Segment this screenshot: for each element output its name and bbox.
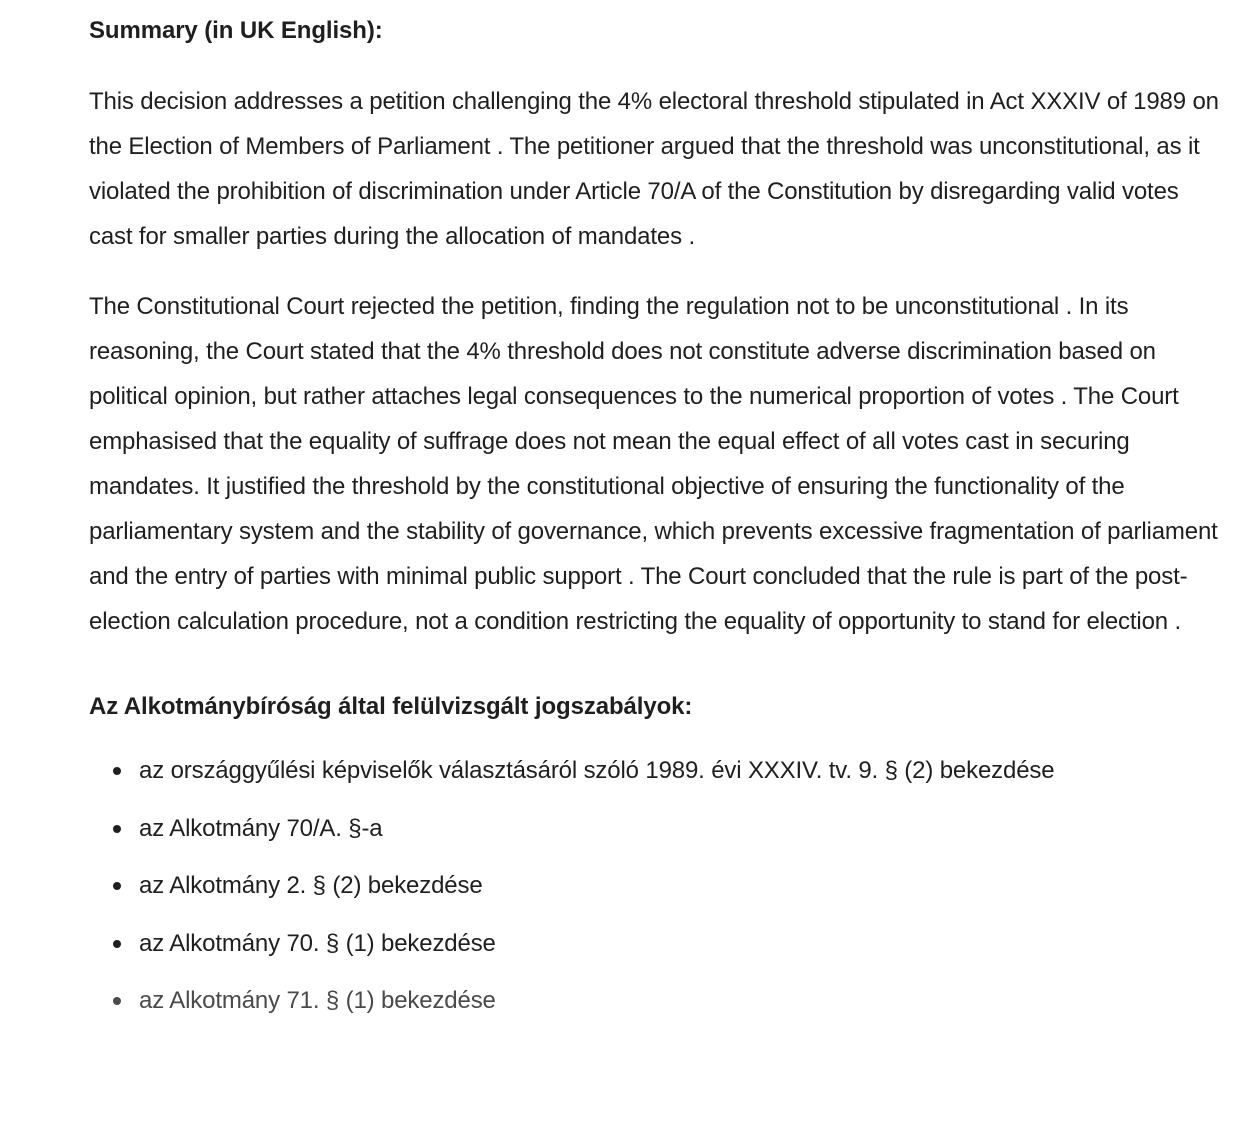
bullet-icon bbox=[113, 997, 121, 1005]
reviewed-laws-heading: Az Alkotmánybíróság által felülvizsgált jogszabályok: bbox=[89, 693, 693, 720]
list-item bbox=[89, 857, 1229, 915]
list-item bbox=[89, 800, 1229, 858]
law-item-text: az Alkotmány 71. § (1) bekezdése bbox=[139, 987, 496, 1014]
law-item-text: az Alkotmány 70/A. §-a bbox=[139, 814, 383, 842]
list-item bbox=[89, 915, 1229, 973]
law-item-text: az Alkotmány 2. § (2) bekezdése bbox=[139, 872, 483, 899]
summary-heading: Summary (in UK English): bbox=[89, 17, 383, 44]
summary-paragraph-2: The Constitutional Court rejected the petition, finding the regulation not to be unconstitutional . In its reasoning, the Court stated that the 4% threshold does not constitute adverse discrimination based on political opinion, but rather attaches legal consequences to the numerical proportion of votes . The Court emphasised that the equality of suffrage does not mean the equal effect of all votes cast in securing mandates. It justified the threshold by the constitutional objective of ensuring the functionality of the parliamentary system and the stability of governance, which prevents excessive fragmentation of parliament and the entry of parties with minimal public support . The Court concluded that the rule is part of the post-election calculation procedure, not a condition restricting the equality of opportunity to stand for election . bbox=[89, 293, 1218, 635]
bullet-icon bbox=[113, 940, 121, 948]
law-item-text: az országgyűlési képviselők választásáról szóló 1989. évi XXXIV. tv. 9. § (2) bekezdése bbox=[139, 757, 1055, 784]
summary-document bbox=[89, 10, 1229, 1030]
bullet-icon bbox=[113, 825, 121, 833]
bullet-icon bbox=[113, 882, 121, 890]
list-item bbox=[89, 742, 1229, 800]
list-item bbox=[89, 972, 1229, 1030]
reviewed-laws-list bbox=[89, 742, 1229, 1030]
summary-paragraph-1: This decision addresses a petition challenging the 4% electoral threshold stipulated in Act XXXIV of 1989 on the Election of Members of Parliament . The petitioner argued that the threshold was unconstitutional, as it violated the prohibition of discrimination under Article 70/A of the Constitution by disregarding valid votes cast for smaller parties during the allocation of mandates . bbox=[89, 88, 1219, 250]
bullet-icon bbox=[113, 767, 121, 775]
law-item-text: az Alkotmány 70. § (1) bekezdése bbox=[139, 929, 496, 957]
